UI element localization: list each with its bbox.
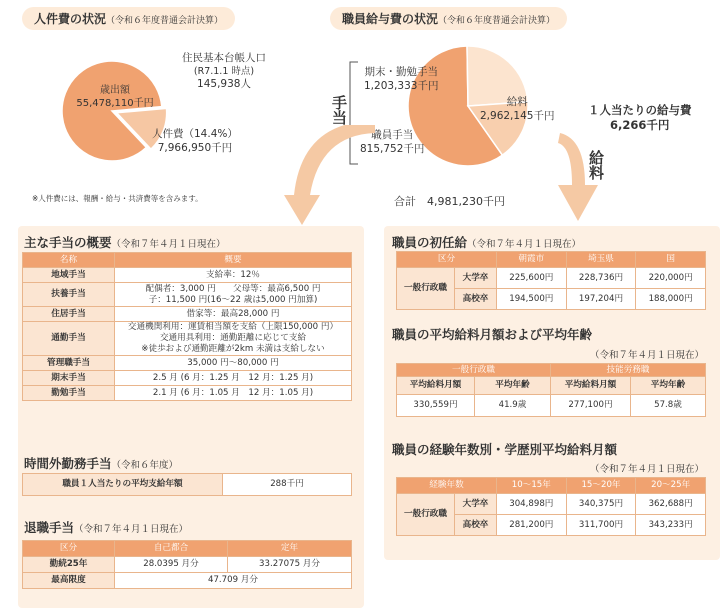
starting-row-highschool: 高校卒: [455, 289, 497, 310]
allowance-summary-line: 交通機関利用：運賃相当額を支給（上限150,000 円）: [127, 322, 339, 333]
starting-header-asaka: 朝霞市: [497, 252, 567, 268]
starting-cell: 188,000円: [636, 289, 706, 310]
pay-vertical-label: 給料: [587, 150, 605, 180]
population-label: 住民基本台帳人口: [182, 52, 266, 64]
retirement-header-mandatory: 定年: [228, 541, 352, 557]
experience-header: 10～15年: [497, 478, 567, 494]
allowances-table: [22, 252, 352, 401]
retirement-header-category: 区分: [23, 541, 115, 557]
pay-value: 2,962,145千円: [480, 109, 555, 122]
allowance-summary: [115, 371, 352, 386]
arrow-to-salary: [558, 133, 598, 221]
personnel-share-value: 7,966,950千円: [157, 141, 233, 154]
arrow-to-allowances: [284, 125, 375, 225]
allowance-name: 勤勉手当: [23, 386, 115, 401]
personnel-note: ※人件費には、報酬・給与・共済費等を含みます。: [32, 194, 203, 203]
pay-group: [480, 96, 554, 123]
total-value: 4,981,230千円: [427, 195, 505, 208]
overtime-title: 時間外勤務手当（令和６年度）: [24, 456, 179, 471]
allowance-row: [23, 268, 352, 283]
population-date: (R7.1.1 時点): [193, 65, 255, 77]
personnel-title: 人件費の状況（令和６年度普通会計決算）: [22, 7, 235, 30]
expense-value: 55,478,110千円: [76, 98, 154, 109]
experience-table: [396, 477, 706, 536]
average-header: 平均年齢: [475, 377, 551, 395]
experience-cell: 311,700円: [566, 515, 636, 536]
allowance-summary-line: 交通用具利用：通勤距離に応じて支給: [159, 333, 307, 344]
experience-cell: 281,200円: [497, 515, 567, 536]
average-date: （令和７年４月１日現在）: [590, 350, 705, 361]
starting-header-category: 区分: [397, 252, 497, 268]
population-group: [182, 52, 266, 92]
experience-header: 20～25年: [636, 478, 706, 494]
experience-row-university: 大学卒: [455, 494, 497, 515]
allowance-summary-line: ※徒歩および通勤距離が2km 未満は支給しない: [141, 343, 325, 354]
average-group-technical: 技能労務職: [551, 364, 706, 377]
overtime-label: 職員１人当たりの平均支給年額: [23, 474, 223, 496]
allowance-summary-line: 配偶者：3,000 円 父母等：最高6,500 円: [145, 283, 321, 294]
experience-header: 15～20年: [566, 478, 636, 494]
allowance-summary-line: 35,000 円～80,000 円: [187, 357, 279, 368]
average-cell: 41.9歳: [475, 395, 551, 417]
average-header: 平均給料月額: [551, 377, 631, 395]
starting-cell: 194,500円: [497, 289, 567, 310]
starting-cell: 228,736円: [566, 268, 636, 289]
retirement-header-voluntary: 自己都合: [115, 541, 228, 557]
average-title: 職員の平均給料月額および平均年齢: [392, 327, 593, 342]
experience-row-highschool: 高校卒: [455, 515, 497, 536]
retirement-table: [22, 540, 352, 589]
allowance-name: 扶養手当: [23, 283, 115, 307]
average-group-general: 一般行政職: [397, 364, 551, 377]
experience-title: 職員の経験年数別・学歴別平均給料月額: [392, 442, 618, 457]
retirement-row1-mandatory: 33.27075 月分: [228, 557, 352, 573]
experience-cell: 343,233円: [636, 515, 706, 536]
starting-table: [396, 251, 706, 310]
per-person-value: 6,266千円: [610, 117, 670, 132]
allowances-header-summary: 概要: [115, 253, 352, 268]
average-cell: 330,559円: [397, 395, 475, 417]
allowance-row: [23, 283, 352, 307]
retirement-row2-label: 最高限度: [23, 573, 115, 589]
experience-date: （令和７年４月１日現在）: [590, 464, 705, 475]
allowance-summary: [115, 268, 352, 283]
starting-cell: 225,600円: [497, 268, 567, 289]
allowance-row: [23, 322, 352, 356]
overtime-value: 288千円: [223, 474, 352, 496]
allowance-row: [23, 307, 352, 322]
allowance-row: [23, 371, 352, 386]
allowance-row: [23, 386, 352, 401]
total-label: 合計: [394, 195, 416, 208]
allowance-name: 住居手当: [23, 307, 115, 322]
bonus-group: [364, 66, 438, 93]
allowance-name: 地域手当: [23, 268, 115, 283]
expense-label: 歳出額: [100, 85, 130, 96]
retirement-row1-voluntary: 28.0395 月分: [115, 557, 228, 573]
starting-row-university: 大学卒: [455, 268, 497, 289]
retirement-title: 退職手当（令和７年４月１日現在）: [24, 520, 189, 535]
allowances-title: 主な手当の概要（令和７年４月１日現在）: [24, 235, 226, 250]
allowance-summary-line: 2.5 月 (6 月：1.25 月 12 月：1.25 月): [152, 372, 314, 383]
average-cell: 277,100円: [551, 395, 631, 417]
starting-cell: 220,000円: [636, 268, 706, 289]
allowance-summary-line: 支給率：12％: [206, 269, 260, 280]
allowance-row: [23, 356, 352, 371]
average-header: 平均給料月額: [397, 377, 475, 395]
personnel-share-label: 人件費（14.4%）: [152, 128, 238, 140]
allowance-summary: [115, 322, 352, 356]
bonus-value: 1,203,333千円: [364, 79, 439, 92]
allowance-vertical-label: 手当: [330, 95, 348, 125]
starting-group: 一般行政職: [397, 268, 455, 310]
experience-cell: 304,898円: [497, 494, 567, 515]
starting-header-saitama: 埼玉県: [566, 252, 636, 268]
population-value: 145,938人: [197, 77, 251, 90]
allowances-header-name: 名称: [23, 253, 115, 268]
starting-cell: 197,204円: [566, 289, 636, 310]
experience-header-years: 経験年数: [397, 478, 497, 494]
bonus-label: 期末・勤勉手当: [364, 66, 438, 78]
experience-group: 一般行政職: [397, 494, 455, 536]
average-header: 平均年齢: [631, 377, 706, 395]
experience-cell: 340,375円: [566, 494, 636, 515]
starting-header-national: 国: [636, 252, 706, 268]
allowance-summary-line: 子：11,500 円(16～22 歳は5,000 円加算): [148, 294, 318, 305]
staff-allowance-value: 815,752千円: [360, 142, 425, 155]
allowance-summary: [115, 386, 352, 401]
allowance-summary: [115, 283, 352, 307]
allowance-summary-line: 借家等：最高28,000 円: [186, 308, 280, 319]
pay-label: 給料: [506, 96, 528, 108]
experience-cell: 362,688円: [636, 494, 706, 515]
salary-title: 職員給与費の状況（令和６年度普通会計決算）: [330, 7, 567, 30]
allowance-name: 管理職手当: [23, 356, 115, 371]
staff-allowance-label: 職員手当: [371, 129, 414, 141]
average-cell: 57.8歳: [631, 395, 706, 417]
allowance-summary: [115, 356, 352, 371]
allowance-summary: [115, 307, 352, 322]
retirement-row1-label: 勤続25年: [23, 557, 115, 573]
per-person-label: １人当たりの給与費: [588, 103, 692, 117]
allowance-summary-line: 2.1 月 (6 月：1.05 月 12 月：1.05 月): [152, 387, 314, 398]
allowance-name: 通勤手当: [23, 322, 115, 356]
overtime-table: [22, 473, 352, 496]
retirement-row2-value: 47.709 月分: [115, 573, 352, 589]
expense-label-group: [74, 84, 156, 110]
average-table: [396, 363, 706, 417]
starting-title: 職員の初任給（令和７年４月１日現在）: [392, 235, 582, 250]
flow-arrows: [280, 125, 610, 233]
allowance-name: 期末手当: [23, 371, 115, 386]
personnel-share-group: [152, 128, 238, 155]
